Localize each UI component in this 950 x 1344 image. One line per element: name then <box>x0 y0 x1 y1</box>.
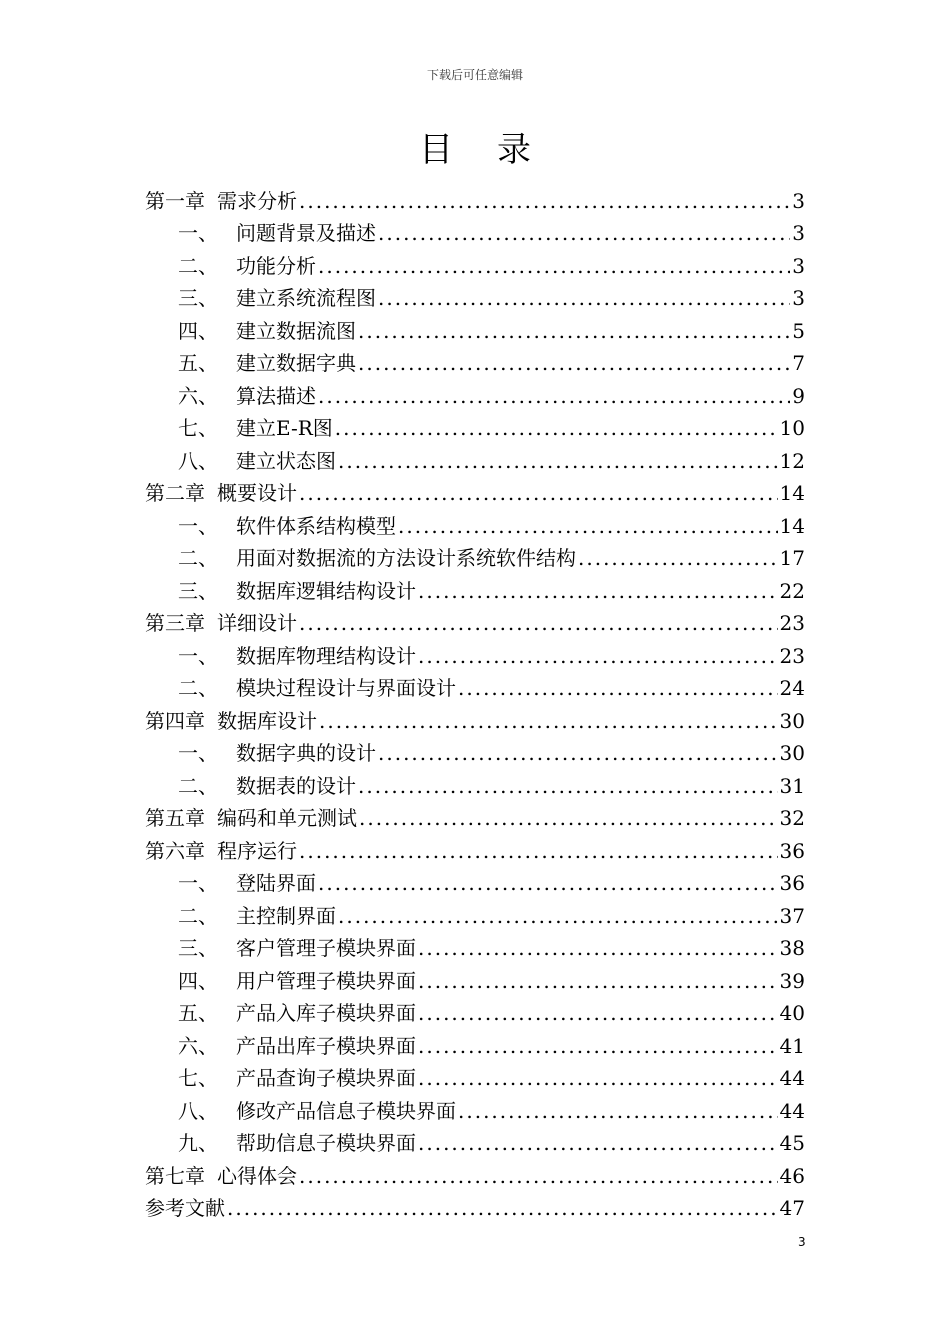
toc-leader-dots <box>458 675 778 701</box>
toc-leader-dots <box>418 1130 778 1156</box>
toc-leader-dots <box>338 903 778 929</box>
toc-entry[interactable] <box>145 376 805 409</box>
toc-entry-title: 用面对数据流的方法设计系统软件结构 <box>236 546 576 570</box>
toc-leader-dots <box>398 513 778 539</box>
toc-entry-number: 第四章 <box>145 708 205 733</box>
toc-entry-number: 八、 <box>178 1098 218 1123</box>
toc-entry-title: 数据表的设计 <box>236 773 356 798</box>
toc-entry[interactable] <box>145 961 805 994</box>
toc-entry-page: 3 <box>792 221 805 245</box>
toc-entry-number: 一、 <box>178 871 218 895</box>
toc-entry-title: 概要设计 <box>217 481 297 505</box>
toc-entry-number: 一、 <box>178 221 218 245</box>
toc-entry-number: 第七章 <box>145 1163 205 1188</box>
toc-entry[interactable] <box>145 1189 805 1222</box>
toc-leader-dots <box>299 480 778 506</box>
toc-entry-title: 产品出库子模块界面 <box>236 1033 416 1058</box>
toc-leader-dots <box>418 1065 778 1091</box>
toc-entry-title: 详细设计 <box>217 611 297 635</box>
toc-entry[interactable] <box>145 474 805 507</box>
toc-entry-number: 四、 <box>178 968 218 993</box>
toc-entry-number: 七、 <box>178 416 218 440</box>
toc-entry[interactable] <box>145 994 805 1027</box>
toc-entry[interactable] <box>145 896 805 929</box>
page-title: 目录 <box>419 130 575 170</box>
toc-entry-page: 3 <box>792 253 805 278</box>
toc-entry-title: 帮助信息子模块界面 <box>236 1131 416 1155</box>
toc-entry-title: 建立E-R图 <box>236 416 333 440</box>
toc-entry[interactable] <box>145 344 805 377</box>
toc-entry-page: 38 <box>779 936 805 960</box>
toc-entry[interactable] <box>145 1059 805 1092</box>
toc-leader-dots <box>227 1195 778 1221</box>
toc-leader-dots <box>359 805 778 831</box>
toc-entry[interactable] <box>145 1026 805 1059</box>
toc-entry-title: 建立数据字典 <box>236 351 356 375</box>
toc-entry-number: 第一章 <box>145 188 205 213</box>
toc-entry-number: 八、 <box>178 448 218 473</box>
toc-entry-page: 7 <box>792 351 805 375</box>
toc-leader-dots <box>418 643 778 669</box>
toc-entry-number: 四、 <box>178 318 218 343</box>
toc-entry-page: 30 <box>779 741 805 765</box>
toc-entry-number: 第六章 <box>145 838 205 863</box>
toc-entry-page: 36 <box>779 871 805 895</box>
toc-entry-page: 17 <box>779 546 805 570</box>
toc-entry-title: 算法描述 <box>236 383 316 408</box>
toc-leader-dots <box>358 350 790 376</box>
toc-entry-title: 数据库逻辑结构设计 <box>236 578 416 603</box>
toc-leader-dots <box>458 1098 778 1124</box>
toc-entry[interactable] <box>145 929 805 962</box>
toc-entry-page: 24 <box>779 676 805 700</box>
toc-entry-title: 数据字典的设计 <box>236 741 376 765</box>
toc-entry-number: 一、 <box>178 741 218 765</box>
toc-entry-page: 46 <box>779 1163 805 1188</box>
toc-entry-number: 三、 <box>178 578 218 603</box>
toc-entry[interactable] <box>145 734 805 767</box>
toc-entry-page: 36 <box>779 838 805 863</box>
toc-leader-dots <box>319 708 778 734</box>
toc-entry-number: 二、 <box>178 253 218 278</box>
toc-entry-page: 23 <box>779 643 805 668</box>
toc-entry-number: 一、 <box>178 643 218 668</box>
toc-leader-dots <box>299 188 790 214</box>
toc-leader-dots <box>299 610 778 636</box>
toc-entry-title: 心得体会 <box>217 1163 297 1188</box>
toc-entry-title: 编码和单元测试 <box>217 806 357 830</box>
toc-leader-dots <box>318 253 790 279</box>
toc-entry-title: 问题背景及描述 <box>236 221 376 245</box>
toc-entry-number: 六、 <box>178 383 218 408</box>
toc-entry-title: 参考文献 <box>145 1196 225 1220</box>
toc-entry-page: 45 <box>779 1131 805 1155</box>
toc-entry-title: 登陆界面 <box>236 871 316 895</box>
toc-entry-number: 六、 <box>178 1033 218 1058</box>
toc-entry-title: 程序运行 <box>217 838 297 863</box>
toc-entry[interactable] <box>145 539 805 572</box>
toc-entry-title: 需求分析 <box>217 188 297 213</box>
toc-entry-number: 二、 <box>178 676 218 700</box>
toc-entry-number: 七、 <box>178 1066 218 1090</box>
toc-entry-title: 建立数据流图 <box>236 318 356 343</box>
toc-entry-page: 14 <box>779 481 805 505</box>
toc-leader-dots <box>578 545 778 571</box>
toc-entry-page: 37 <box>779 903 805 928</box>
toc-entry[interactable] <box>145 409 805 442</box>
toc-entry-title: 功能分析 <box>236 253 316 278</box>
toc-entry-title: 用户管理子模块界面 <box>236 968 416 993</box>
toc-entry[interactable] <box>145 1124 805 1157</box>
toc-entry[interactable] <box>145 214 805 247</box>
toc-leader-dots <box>378 740 778 766</box>
toc-entry[interactable] <box>145 831 805 864</box>
toc-entry-number: 第三章 <box>145 611 205 635</box>
toc-entry[interactable] <box>145 636 805 669</box>
toc-leader-dots <box>335 415 778 441</box>
toc-entry-number: 二、 <box>178 773 218 798</box>
toc-entry-title: 客户管理子模块界面 <box>236 936 416 960</box>
toc-entry-number: 五、 <box>178 351 218 375</box>
toc-entry-page: 32 <box>779 806 805 830</box>
toc-entry[interactable] <box>145 311 805 344</box>
toc-entry-number: 五、 <box>178 1001 218 1025</box>
toc-entry-title: 模块过程设计与界面设计 <box>236 676 456 700</box>
toc-entry-page: 14 <box>779 513 805 538</box>
toc-leader-dots <box>418 935 778 961</box>
toc-entry[interactable] <box>145 766 805 799</box>
toc-leader-dots <box>378 285 790 311</box>
toc-entry-page: 41 <box>779 1033 805 1058</box>
toc-entry-title: 建立系统流程图 <box>236 286 376 310</box>
toc-entry[interactable] <box>145 669 805 702</box>
toc-entry-page: 3 <box>792 188 805 213</box>
toc-entry-page: 40 <box>779 1001 805 1025</box>
toc-entry-page: 22 <box>779 578 805 603</box>
toc-leader-dots <box>418 1000 778 1026</box>
toc-leader-dots <box>378 220 790 246</box>
toc-leader-dots <box>299 838 778 864</box>
toc-entry[interactable] <box>145 181 805 214</box>
toc-entry[interactable] <box>145 1156 805 1189</box>
toc-entry-number: 第二章 <box>145 481 205 505</box>
toc-entry-number: 二、 <box>178 546 218 570</box>
toc-leader-dots <box>299 1163 778 1189</box>
toc-entry-number: 三、 <box>178 286 218 310</box>
toc-entry-number: 三、 <box>178 936 218 960</box>
toc-entry-page: 5 <box>792 318 805 343</box>
toc-entry[interactable] <box>145 246 805 279</box>
toc-entry-title: 产品入库子模块界面 <box>236 1001 416 1025</box>
toc-entry-page: 47 <box>779 1196 805 1220</box>
toc-entry[interactable] <box>145 571 805 604</box>
toc-entry-title: 软件体系结构模型 <box>236 513 396 538</box>
toc-entry-page: 9 <box>792 383 805 408</box>
toc-entry-number: 二、 <box>178 903 218 928</box>
toc-entry-title: 数据库设计 <box>217 708 317 733</box>
page-header: 下载后可任意编辑 <box>426 68 523 82</box>
toc-leader-dots <box>358 773 778 799</box>
toc-entry-page: 10 <box>779 416 805 440</box>
toc-entry[interactable] <box>145 799 805 832</box>
toc-leader-dots <box>338 448 778 474</box>
toc-entry-number: 一、 <box>178 513 218 538</box>
toc-entry-page: 23 <box>779 611 805 635</box>
toc-leader-dots <box>418 1033 778 1059</box>
toc-entry-title: 数据库物理结构设计 <box>236 643 416 668</box>
table-of-contents <box>145 181 805 1221</box>
toc-entry-page: 44 <box>779 1098 805 1123</box>
toc-entry[interactable] <box>145 279 805 312</box>
toc-entry-page: 30 <box>779 708 805 733</box>
toc-entry-page: 39 <box>779 968 805 993</box>
toc-entry-number: 第五章 <box>145 806 205 830</box>
toc-entry[interactable] <box>145 604 805 637</box>
toc-entry[interactable] <box>145 1091 805 1124</box>
toc-entry[interactable] <box>145 506 805 539</box>
toc-leader-dots <box>418 968 778 994</box>
toc-entry-page: 44 <box>779 1066 805 1090</box>
toc-leader-dots <box>418 578 778 604</box>
toc-leader-dots <box>358 318 790 344</box>
toc-entry-number: 九、 <box>178 1131 218 1155</box>
toc-entry-title: 建立状态图 <box>236 448 336 473</box>
toc-entry-page: 12 <box>779 448 805 473</box>
toc-entry[interactable] <box>145 701 805 734</box>
toc-entry-page: 31 <box>779 773 805 798</box>
toc-entry-title: 产品查询子模块界面 <box>236 1066 416 1090</box>
toc-entry-title: 修改产品信息子模块界面 <box>236 1098 456 1123</box>
toc-entry[interactable] <box>145 441 805 474</box>
toc-entry-page: 3 <box>792 286 805 310</box>
toc-leader-dots <box>318 383 790 409</box>
page-number: 3 <box>798 1235 806 1249</box>
toc-entry[interactable] <box>145 864 805 897</box>
toc-entry-title: 主控制界面 <box>236 903 336 928</box>
toc-leader-dots <box>318 870 778 896</box>
